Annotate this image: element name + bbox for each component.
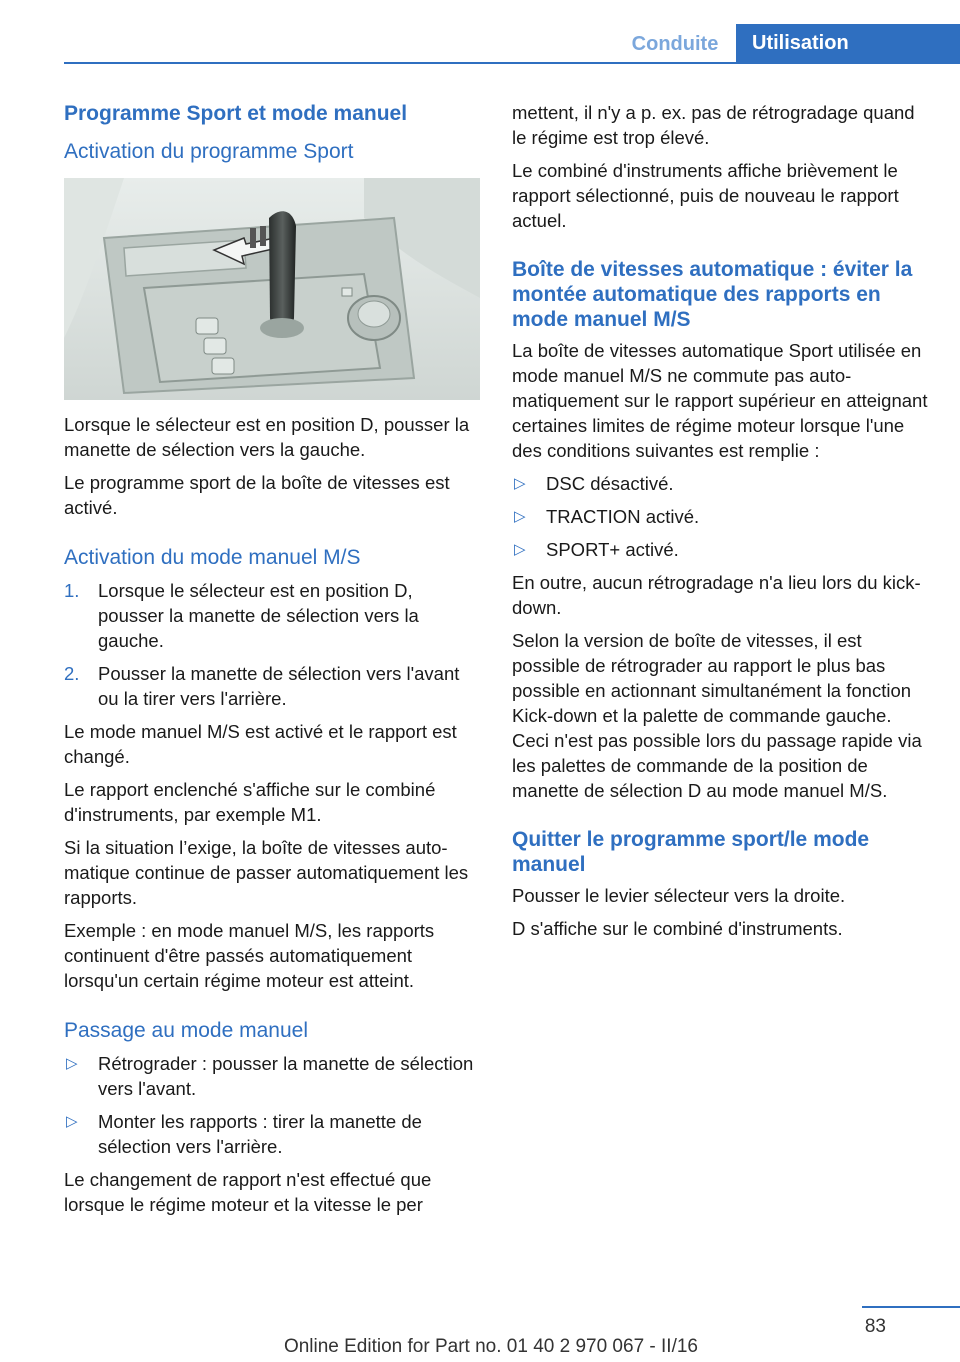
passage-heading: Passage au mode manuel <box>64 1019 308 1042</box>
list-item <box>512 504 928 529</box>
passage-list <box>64 1051 482 1159</box>
sport-paragraph-1: Lorsque le sélecteur est en position D, pousser la manette de sélection vers la gauche. <box>64 414 470 460</box>
list-item <box>512 537 928 562</box>
manual-paragraph-3: Si la situation l’exige, la boîte de vitesses automatique continue de passer automatiquement les rapports. <box>64 837 469 908</box>
list-item <box>512 471 928 496</box>
continued-paragraph-1: mettent, il n'y a p. ex. pas de rétrogradage quand le régime est trop élevé. <box>512 102 915 148</box>
step-number: 1. <box>64 580 80 601</box>
list-item-text: DSC désactivé. <box>546 473 674 494</box>
manual-paragraph-2: Le rapport enclenché s'affiche sur le combiné d'instruments, par exemple M1. <box>64 779 436 825</box>
auto-upshift-heading: Boîte de vitesses automatique : éviter la montée automatique des rapports en mode manuel M/S <box>512 258 913 331</box>
triangle-right-icon: ▷ <box>66 1113 78 1130</box>
tab-utilisation[interactable]: Utilisation <box>736 24 960 62</box>
left-column <box>64 100 482 1225</box>
list-item <box>64 1109 482 1159</box>
list-item <box>64 578 482 653</box>
list-item-text: Rétrograder : pousser la manette de sélection vers l'avant. <box>98 1053 474 1099</box>
manual-heading: Activation du mode manuel M/S <box>64 546 361 569</box>
manual-steps <box>64 578 482 711</box>
list-item-text: TRACTION activé. <box>546 506 700 527</box>
quit-paragraph-2: D s'affiche sur le combiné d'instruments. <box>512 918 843 939</box>
triangle-right-icon: ▷ <box>514 541 526 558</box>
edition-text: Online Edition for Part no. 01 40 2 970 067 - II/16 <box>283 1336 698 1357</box>
list-item <box>64 1051 482 1101</box>
quit-paragraph-1: Pousser le levier sélecteur vers la droite. <box>512 885 846 906</box>
step-text: Pousser la manette de sélection vers l'avant ou la tirer vers l'arrière. <box>98 663 460 709</box>
auto-paragraph-2: En outre, aucun rétrogradage n'a lieu lors du kick-down. <box>512 572 921 618</box>
list-item-text: SPORT+ activé. <box>546 539 679 560</box>
auto-paragraph-1: La boîte de vitesses automatique Sport utilisée en mode manuel M/S ne commute pas automatiquement sur le rapport supérieur en atteignant certaines limites de régime moteur lorsque l'une des conditions suivantes est remplie : <box>512 340 928 461</box>
continued-paragraph-2: Le combiné d'instruments affiche brièvement le rapport sélectionné, puis de nouveau le rapport actuel. <box>512 160 899 231</box>
step-text: Lorsque le sélecteur est en position D, pousser la manette de sélection vers la gauche. <box>98 580 419 651</box>
step-number: 2. <box>64 663 80 684</box>
manual-paragraph-4: Exemple : en mode manuel M/S, les rapports continuent d'être passés automatiquement lorsqu'un certain régime moteur est atteint. <box>64 920 435 991</box>
triangle-right-icon: ▷ <box>66 1055 78 1072</box>
quit-heading: Quitter le programme sport/le mode manuel <box>512 828 870 876</box>
conditions-list <box>512 471 928 562</box>
list-item <box>64 661 482 711</box>
triangle-right-icon: ▷ <box>514 475 526 492</box>
footer-rule <box>862 1306 960 1308</box>
section-title: Programme Sport et mode manuel <box>64 102 408 125</box>
page-number: 83 <box>864 1316 886 1337</box>
tab-conduite[interactable]: Conduite <box>631 33 719 55</box>
list-item-text: Monter les rapports : tirer la manette de sélection vers l'arrière. <box>98 1111 422 1157</box>
sport-paragraph-2: Le programme sport de la boîte de vitesses est activé. <box>64 472 450 518</box>
manual-paragraph-1: Le mode manuel M/S est activé et le rapport est changé. <box>64 721 457 767</box>
triangle-right-icon: ▷ <box>514 508 526 525</box>
header-rule <box>64 62 960 64</box>
auto-paragraph-3: Selon la version de boîte de vitesses, il est possible de rétrograder au rapport le plus bas possible en actionnant simultanément la fonction Kick-down et la palette de commande gauche. Ceci n'est pas possible lors du passage rapide via les palettes de commande de la position de manette de sélection D au mode manuel M/S. <box>512 630 922 801</box>
sport-heading: Activation du programme Sport <box>64 140 354 163</box>
gear-selector-illustration <box>64 178 480 400</box>
right-column <box>512 100 928 949</box>
passage-paragraph-1: Le changement de rapport n'est effectué que lorsque le régime moteur et la vitesse le per <box>64 1169 432 1215</box>
